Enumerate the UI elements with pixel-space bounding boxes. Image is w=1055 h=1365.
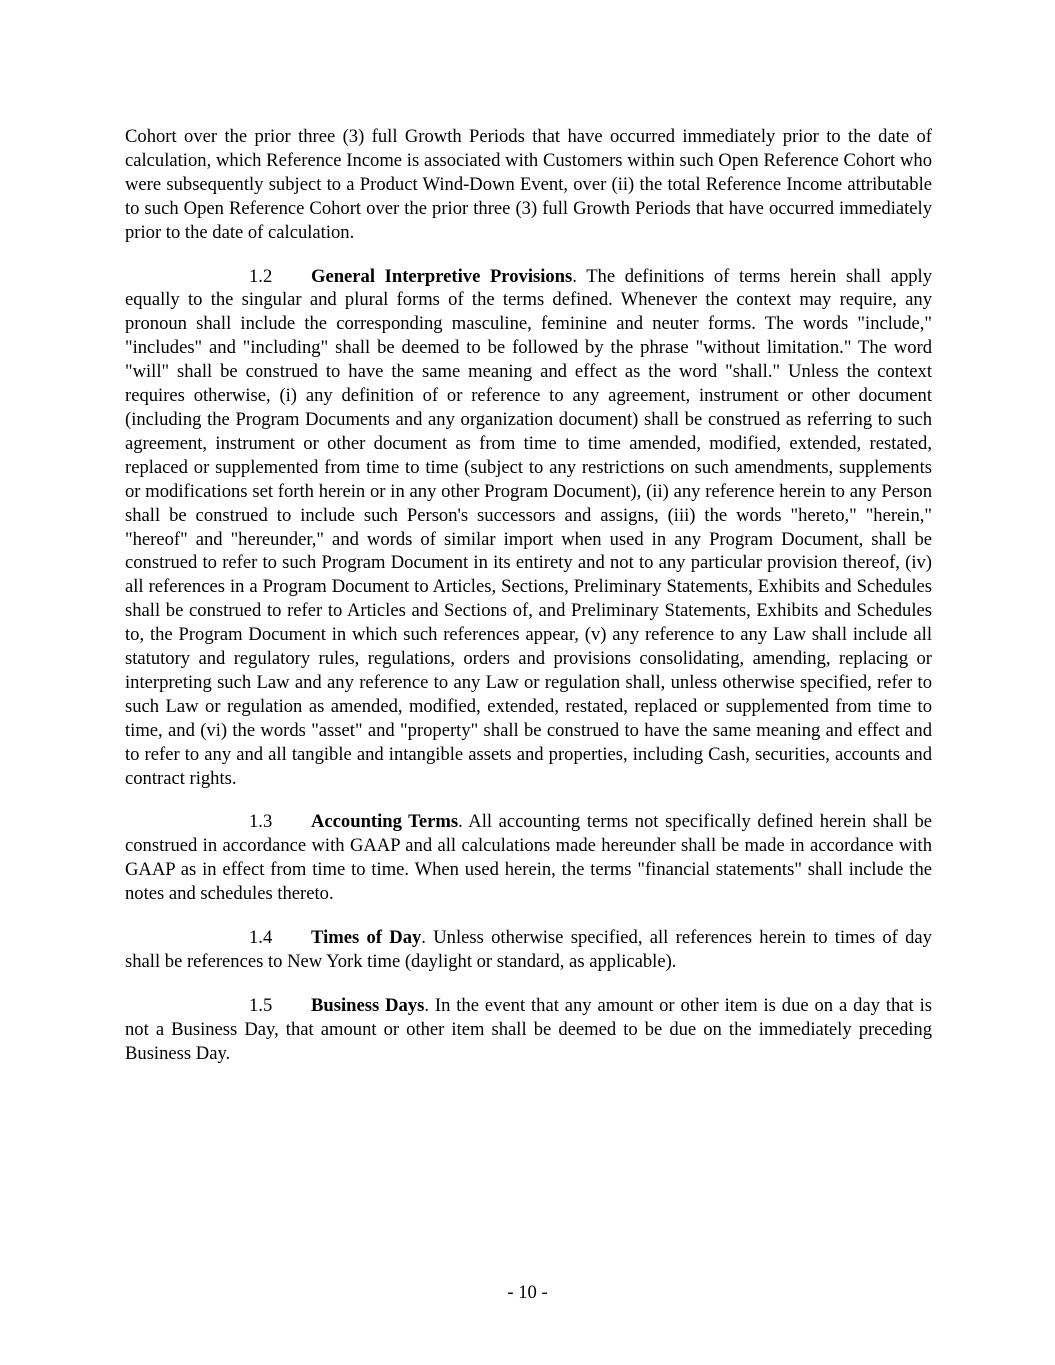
document-body [125,125,932,1086]
section-text: . The definitions of terms herein shall apply equally to the singular and plural forms of the terms defined. Whenever the context may require, any pronoun shall include the corresponding masculine, feminine and neuter forms. The words "include," "includes" and "including" shall be deemed to be followed by the phrase "without limitation." The word "will" shall be construed to have the same meaning and effect as the word "shall." Unless the context requires otherwise, (i) any definition of or reference to any agreement, instrument or other document (including the Program Documents and any organization document) shall be construed as referring to such agreement, instrument or other document as from time to time amended, modified, extended, restated, replaced or supplemented from time to time (subject to any restrictions on such amendments, supplements or modifications set forth herein or in any other Program Document), (ii) any reference herein to any Person shall be construed to include such Person's successors and assigns, (iii) the words "hereto," "herein," "hereof" and "hereunder," and words of similar import when used in any Program Document, shall be construed to refer to such Program Document in its entirety and not to any particular provision thereof, (iv) all references in a Program Document to Articles, Sections, Preliminary Statements, Exhibits and Schedules shall be construed to refer to Articles and Sections of, and Preliminary Statements, Exhibits and Schedules to, the Program Document in which such references appear, (v) any reference to any Law shall include all statutory and regulatory rules, regulations, orders and provisions consolidating, amending, replacing or interpreting such Law and any reference to any Law or regulation shall, unless otherwise specified, refer to such Law or regulation as amended, modified, extended, restated, replaced or supplemented from time to time, and (vi) the words "asset" and "property" shall be construed to have the same meaning and effect and to refer to any and all tangible and intangible assets and properties, including Cash, securities, accounts and contract rights. [125,265,932,789]
section-number: 1.3 [249,811,273,833]
continuation-paragraph: Cohort over the prior three (3) full Growth Periods that have occurred immediately prior to the date of calculation, which Reference Income is associated with Customers within such Open Reference Cohort who were subsequently subject to a Product Wind-Down Event, over (ii) the total Reference Income attributable to such Open Reference Cohort over the prior three (3) full Growth Periods that have occurred immediately prior to the date of calculation. [125,126,932,243]
section-heading: Accounting Terms [311,811,459,833]
section-heading: General Interpretive Provisions [311,265,573,287]
section-text: . Unless otherwise specified, all references herein to times of day shall be references to New York time (daylight or standard, as applicable). [125,927,932,972]
section-number: 1.4 [249,927,273,949]
section-1-5 [125,994,932,1066]
section-text: . All accounting terms not specifically defined herein shall be construed in accordance with GAAP and all calculations made hereunder shall be made in accordance with GAAP as in effect from time to time. When used herein, the terms "financial statements" shall include the notes and schedules thereto. [125,811,932,905]
section-heading: Times of Day [311,927,422,949]
section-1-2 [125,265,932,791]
section-number: 1.5 [249,994,273,1016]
section-heading: Business Days [311,994,425,1016]
section-1-4 [125,926,932,974]
section-number: 1.2 [249,265,273,287]
page-number: - 10 - [507,1282,548,1303]
section-text: . In the event that any amount or other item is due on a day that is not a Business Day, that amount or other item shall be deemed to be due on the immediately preceding Business Day. [125,994,932,1064]
section-1-3 [125,810,932,906]
